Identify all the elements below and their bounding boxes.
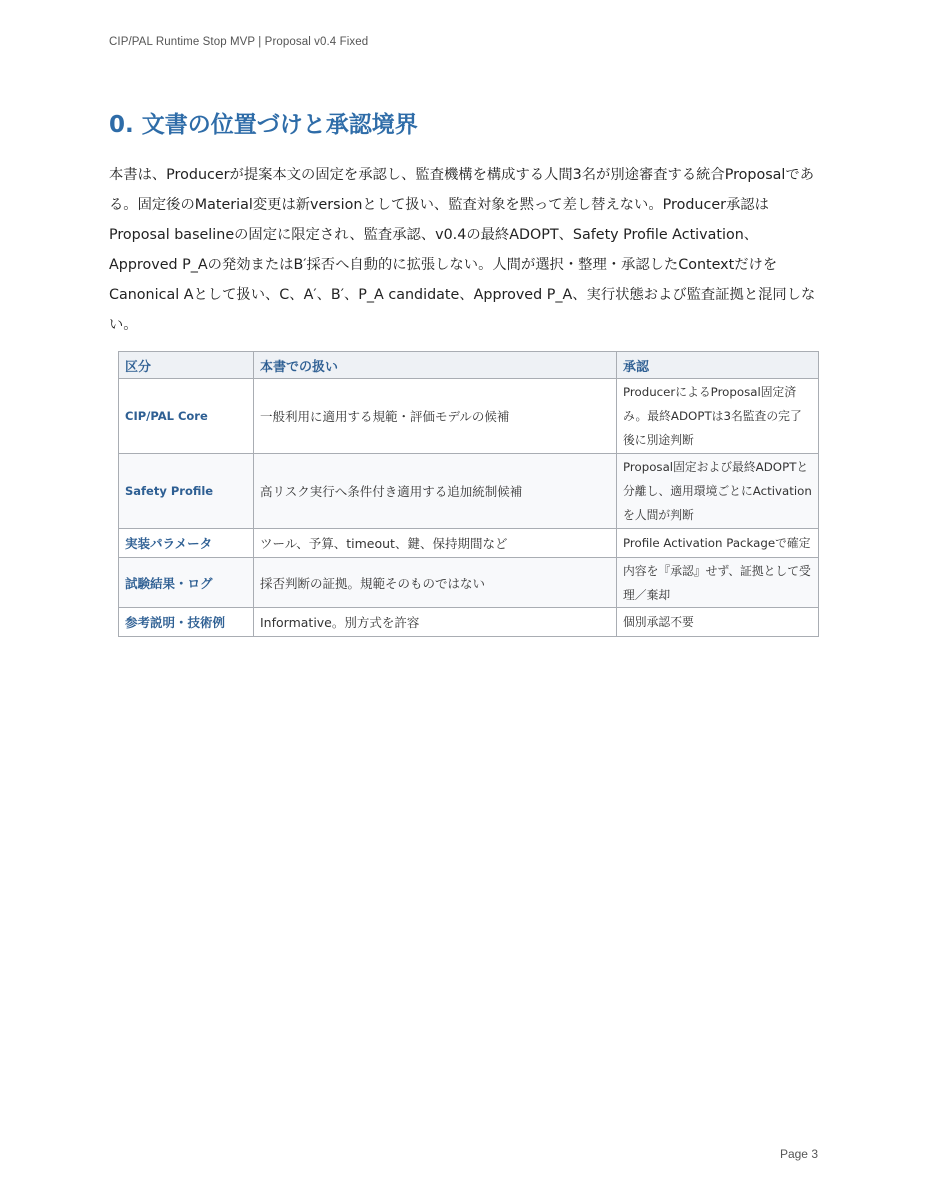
row-treatment: 採否判断の証拠。規範そのものではない (254, 558, 617, 608)
running-header: CIP/PAL Runtime Stop MVP | Proposal v0.4 Fixed (109, 36, 369, 48)
row-approval: 内容を『承認』せず、証拠として受理／棄却 (617, 558, 819, 608)
approval-boundary-table (118, 351, 819, 637)
table-row (119, 608, 819, 637)
table-row (119, 454, 819, 529)
row-treatment: 一般利用に適用する規範・評価モデルの候補 (254, 379, 617, 454)
row-treatment: 高リスク実行へ条件付き適用する追加統制候補 (254, 454, 617, 529)
row-category: CIP/PAL Core (119, 379, 254, 454)
column-header-treatment: 本書での扱い (254, 352, 617, 379)
row-category: Safety Profile (119, 454, 254, 529)
table-row (119, 558, 819, 608)
row-category: 試験結果・ログ (119, 558, 254, 608)
table-row (119, 529, 819, 558)
column-header-approval: 承認 (617, 352, 819, 379)
column-header-category: 区分 (119, 352, 254, 379)
section-title: 0. 文書の位置づけと承認境界 (109, 112, 418, 138)
row-approval: Proposal固定および最終ADOPTと分離し、適用環境ごとにActivationを人間が判断 (617, 454, 819, 529)
row-category: 参考説明・技術例 (119, 608, 254, 637)
row-approval: 個別承認不要 (617, 608, 819, 637)
row-approval: ProducerによるProposal固定済み。最終ADOPTは3名監査の完了後に別途判断 (617, 379, 819, 454)
row-treatment: ツール、予算、timeout、鍵、保持期間など (254, 529, 617, 558)
page-number: Page 3 (779, 1147, 818, 1161)
row-treatment: Informative。別方式を許容 (254, 608, 617, 637)
table-row (119, 379, 819, 454)
row-approval: Profile Activation Packageで確定 (617, 529, 819, 558)
row-category: 実装パラメータ (119, 529, 254, 558)
table-header-row (119, 352, 819, 379)
section-body: 本書は、Producerが提案本文の固定を承認し、監査機構を構成する人間3名が別途審査する統合Proposalである。固定後のMaterial変更は新versionとして扱い、監査対象を黙って差し替えない。Producer承認はProposal baselineの固定に限定され、監査承認、v0.4の最終ADOPT、Safety Profile Activation、Approved P_Aの発効またはB′採否へ自動的に拡張しない。人間が選択・整理・承認したContextだけをCanonical Aとして扱い、C、A′、B′、P_A candidate、Approved P_A、実行状態および監査証拠と混同しない。 (109, 167, 816, 333)
